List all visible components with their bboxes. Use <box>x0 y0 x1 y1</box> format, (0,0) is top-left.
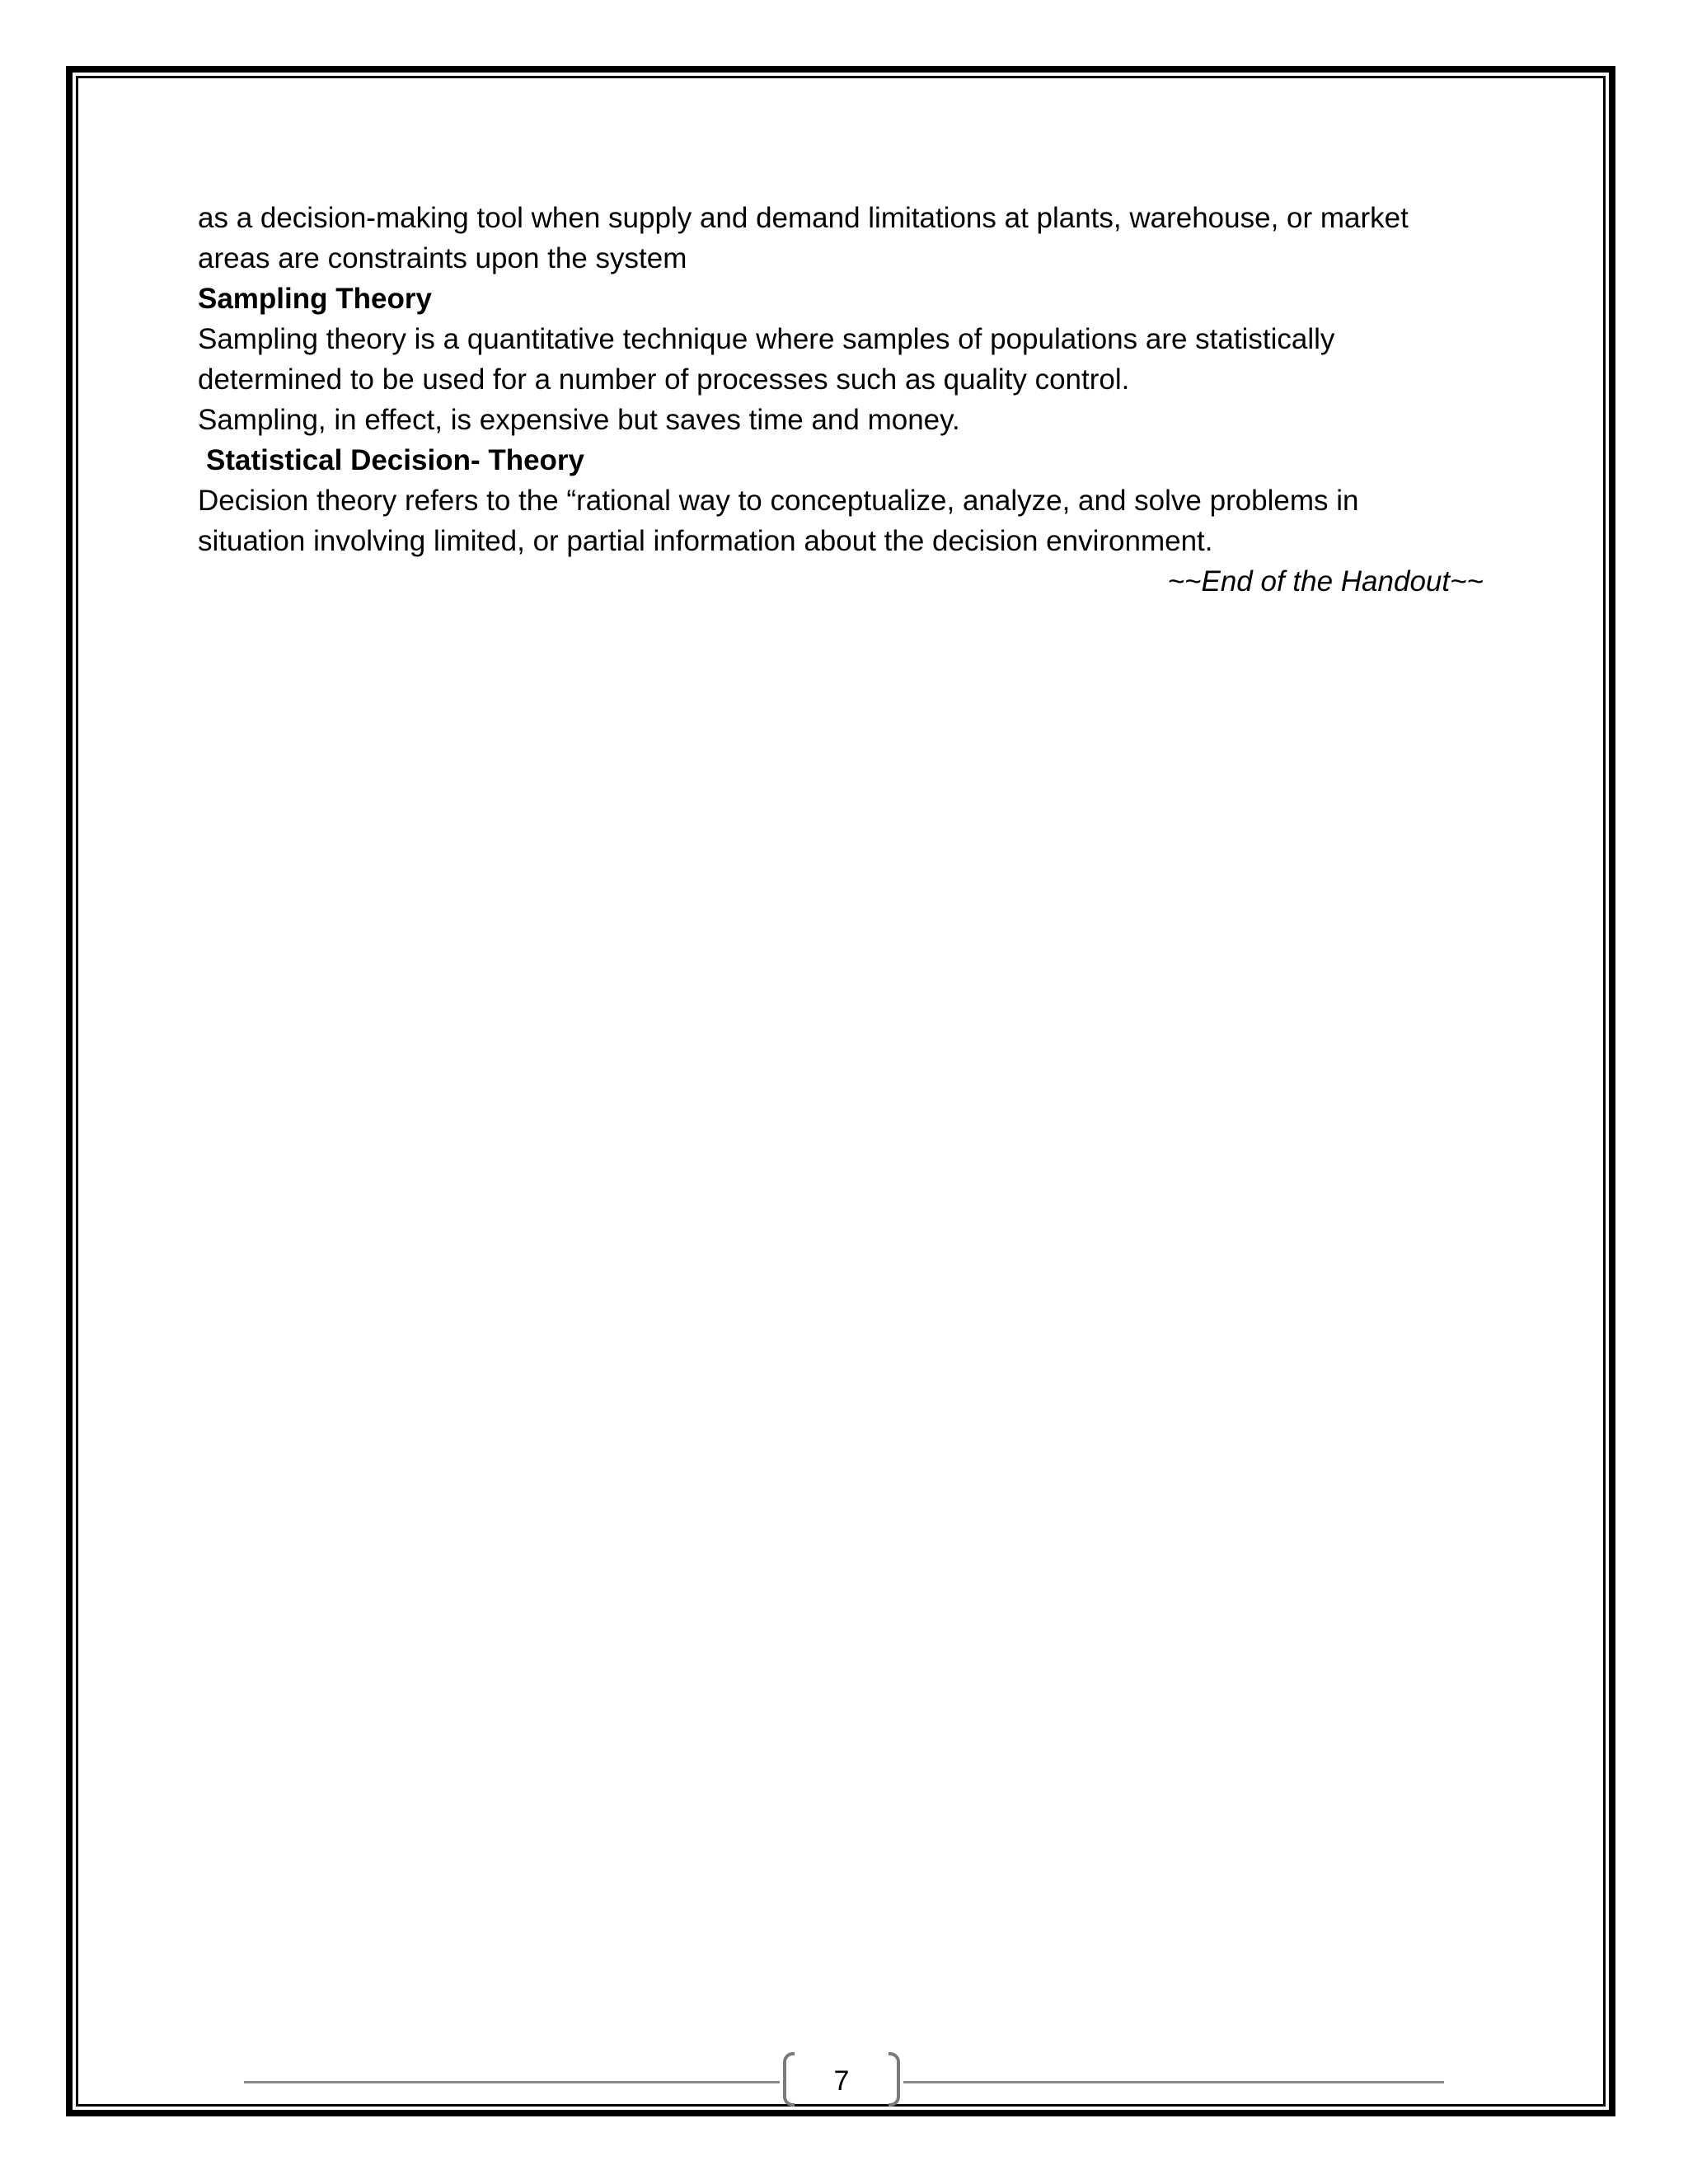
footer-rule-right <box>903 2081 1444 2083</box>
intro-text-line: as a decision-making tool when supply and demand limitations at plants, warehouse, or market <box>198 202 1409 234</box>
page-number-frame <box>783 2052 900 2110</box>
left-bracket-icon <box>783 2052 795 2107</box>
decision-text-line: Decision theory refers to the “rational way to conceptualize, analyze, and solve problems in <box>198 485 1359 517</box>
statistical-decision-theory-heading: Statistical Decision- Theory <box>206 444 585 476</box>
sampling-text-line: determined to be used for a number of processes such as quality control. <box>198 363 1130 396</box>
right-bracket-icon <box>889 2052 900 2107</box>
sampling-text-line: Sampling, in effect, is expensive but saves time and money. <box>198 404 960 436</box>
end-of-handout-note: ~~End of the Handout~~ <box>1167 565 1484 598</box>
decision-text-line: situation involving limited, or partial information about the decision environment. <box>198 525 1213 557</box>
page-footer <box>244 2052 1444 2110</box>
page-number: 7 <box>833 2065 850 2097</box>
sampling-text-line: Sampling theory is a quantitative technique where samples of populations are statistically <box>198 323 1335 355</box>
document-body <box>198 198 1492 602</box>
footer-rule-left <box>244 2081 780 2083</box>
intro-text-line: areas are constraints upon the system <box>198 242 687 274</box>
sampling-theory-heading: Sampling Theory <box>198 283 432 315</box>
